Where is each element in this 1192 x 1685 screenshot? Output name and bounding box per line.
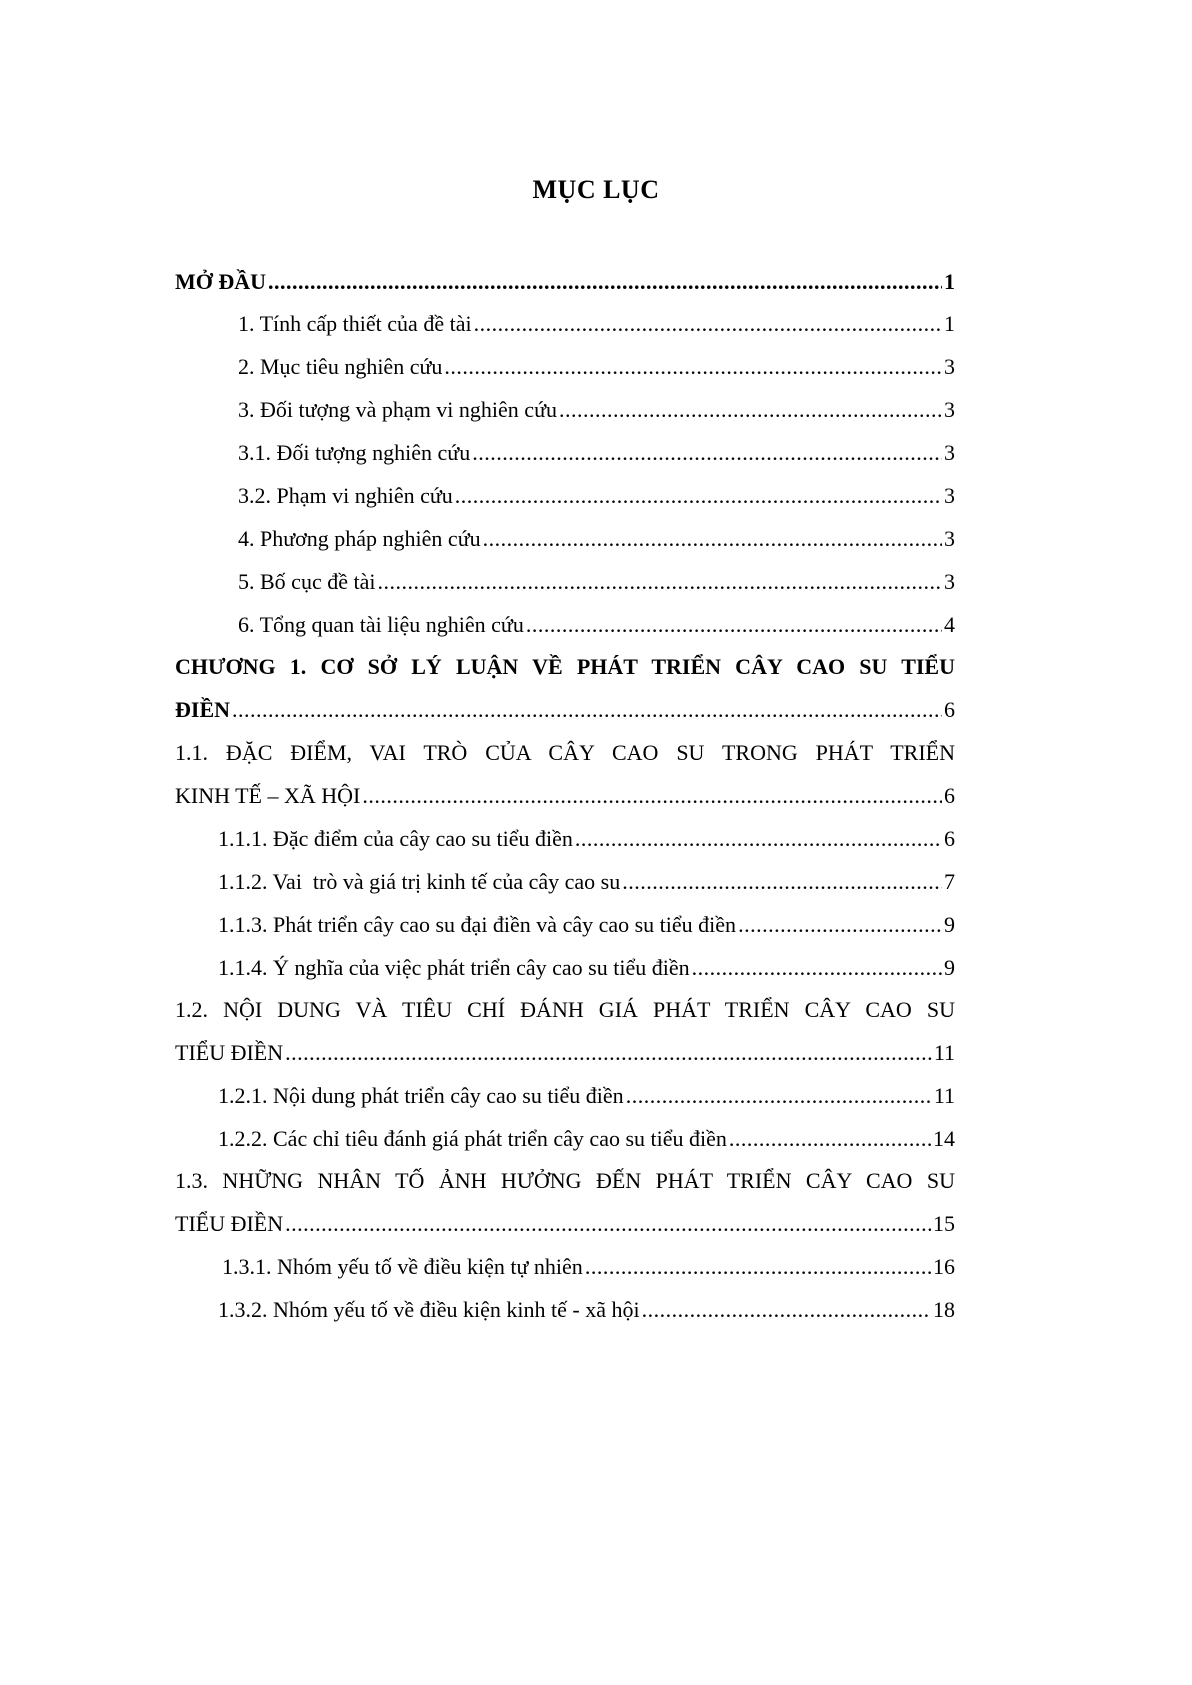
toc-entry[interactable] xyxy=(238,351,955,383)
toc-entry[interactable] xyxy=(238,308,955,340)
toc-entry[interactable] xyxy=(238,480,955,512)
dot-leader xyxy=(268,266,942,298)
toc-chapter-heading-line1[interactable]: CHƯƠNG 1. CƠ SỞ LÝ LUẬN VỀ PHÁT TRIỂN CÂY CAO SU TIỂU xyxy=(175,654,955,679)
toc-entry-page: 9 xyxy=(944,912,955,937)
dot-leader xyxy=(642,1294,931,1326)
dot-leader xyxy=(474,308,942,340)
toc-entry-page: 11 xyxy=(933,1083,955,1108)
toc-entry-label: KINH TẾ – XÃ HỘI xyxy=(175,783,361,808)
dot-leader xyxy=(362,780,942,812)
dot-leader xyxy=(377,566,942,598)
toc-entry-page: 1 xyxy=(944,269,955,294)
dot-leader xyxy=(472,437,942,469)
dot-leader xyxy=(585,1251,931,1283)
toc-entry[interactable] xyxy=(238,566,955,598)
toc-entry-page: 3 xyxy=(944,569,955,594)
dot-leader xyxy=(692,952,942,984)
toc-entry-section[interactable] xyxy=(175,780,955,812)
toc-entry-page: 3 xyxy=(944,354,955,379)
toc-entry-label: 1.1.3. Phát triển cây cao su đại điền và cây cao su tiểu điền xyxy=(218,912,737,937)
toc-entry-label: 1.2.2. Các chỉ tiêu đánh giá phát triển cây cao su tiểu điền xyxy=(218,1126,727,1151)
toc-entry[interactable] xyxy=(218,823,955,855)
toc-entry-page: 3 xyxy=(944,397,955,422)
dot-leader xyxy=(622,866,942,898)
toc-entry-label: 1.3.2. Nhóm yếu tố về điều kiện kinh tế - xã hội xyxy=(218,1297,640,1322)
dot-leader xyxy=(232,694,942,726)
toc-entry[interactable] xyxy=(218,952,955,984)
toc-entry-label: 3.1. Đối tượng nghiên cứu xyxy=(238,440,471,465)
toc-entry-label: 5. Bố cục đề tài xyxy=(238,569,376,594)
toc-entry-chapter-1[interactable] xyxy=(175,694,955,726)
toc-entry-intro[interactable] xyxy=(175,266,955,298)
toc-entry-label: ĐIỀN xyxy=(175,697,231,722)
toc-entry[interactable] xyxy=(238,437,955,469)
toc-entry[interactable] xyxy=(238,394,955,426)
toc-entry-page: 18 xyxy=(933,1297,955,1322)
toc-entry[interactable] xyxy=(238,609,955,641)
dot-leader xyxy=(285,1037,932,1069)
dot-leader xyxy=(444,351,942,383)
toc-entry-label: 3. Đối tượng và phạm vi nghiên cứu xyxy=(238,397,557,422)
dot-leader xyxy=(526,609,942,641)
toc-entry-label: 1.2.1. Nội dung phát triển cây cao su tiểu điền xyxy=(218,1083,624,1108)
toc-entry-page: 3 xyxy=(944,526,955,551)
toc-entry-page: 15 xyxy=(933,1211,955,1236)
toc-entry-page: 7 xyxy=(944,869,955,894)
dot-leader xyxy=(738,909,942,941)
toc-entry-page: 3 xyxy=(944,440,955,465)
dot-leader xyxy=(575,823,942,855)
toc-entry-label: 1.1.1. Đặc điểm của cây cao su tiểu điền xyxy=(218,826,573,851)
toc-entry-page: 6 xyxy=(944,697,955,722)
toc-entry[interactable] xyxy=(222,1251,955,1283)
toc-section-heading-line1[interactable]: 1.1. ĐẶC ĐIỂM, VAI TRÒ CỦA CÂY CAO SU TRONG PHÁT TRIỂN xyxy=(175,740,955,765)
toc-entry-page: 1 xyxy=(944,311,955,336)
toc-entry-page: 3 xyxy=(944,483,955,508)
toc-entry[interactable] xyxy=(218,1123,955,1155)
toc-entry[interactable] xyxy=(218,1080,955,1112)
toc-entry-label: TIỂU ĐIỀN xyxy=(175,1211,284,1236)
toc-entry-label: 4. Phương pháp nghiên cứu xyxy=(238,526,481,551)
toc-title: MỤC LỤC xyxy=(532,175,660,204)
toc-entry-label: TIỂU ĐIỀN xyxy=(175,1040,284,1065)
toc-section-heading-line1[interactable]: 1.3. NHỮNG NHÂN TỐ ẢNH HƯỞNG ĐẾN PHÁT TRIỂN CÂY CAO SU xyxy=(175,1168,955,1193)
toc-entry-label: 2. Mục tiêu nghiên cứu xyxy=(238,354,443,379)
dot-leader xyxy=(483,523,942,555)
toc-entry-label: 1.3.1. Nhóm yếu tố về điều kiện tự nhiên xyxy=(222,1254,583,1279)
dot-leader xyxy=(626,1080,932,1112)
toc-entry-page: 11 xyxy=(933,1040,955,1065)
toc-entry-page: 14 xyxy=(933,1126,955,1151)
dot-leader xyxy=(455,480,942,512)
toc-entry-label: 6. Tổng quan tài liệu nghiên cứu xyxy=(238,612,524,637)
toc-entry-label: 1.1.2. Vai trò và giá trị kinh tế của cây cao su xyxy=(218,869,621,894)
toc-entry-section[interactable] xyxy=(175,1037,955,1069)
toc-entry-page: 9 xyxy=(944,955,955,980)
dot-leader xyxy=(729,1123,931,1155)
toc-entry[interactable] xyxy=(218,866,955,898)
toc-entry[interactable] xyxy=(218,909,955,941)
dot-leader xyxy=(559,394,942,426)
toc-entry-page: 4 xyxy=(944,612,955,637)
toc-entry-label: MỞ ĐẦU xyxy=(175,269,267,294)
toc-entry-label: 1. Tính cấp thiết của đề tài xyxy=(238,311,472,336)
toc-entry-page: 16 xyxy=(933,1254,955,1279)
dot-leader xyxy=(285,1208,931,1240)
toc-entry-page: 6 xyxy=(944,826,955,851)
toc-entry-section[interactable] xyxy=(175,1208,955,1240)
toc-entry-label: 1.1.4. Ý nghĩa của việc phát triển cây cao su tiểu điền xyxy=(218,955,690,980)
toc-entry-label: 3.2. Phạm vi nghiên cứu xyxy=(238,483,453,508)
toc-entry-page: 6 xyxy=(944,783,955,808)
toc-entry[interactable] xyxy=(218,1294,955,1326)
toc-section-heading-line1[interactable]: 1.2. NỘI DUNG VÀ TIÊU CHÍ ĐÁNH GIÁ PHÁT TRIỂN CÂY CAO SU xyxy=(175,997,955,1022)
toc-entry[interactable] xyxy=(238,523,955,555)
